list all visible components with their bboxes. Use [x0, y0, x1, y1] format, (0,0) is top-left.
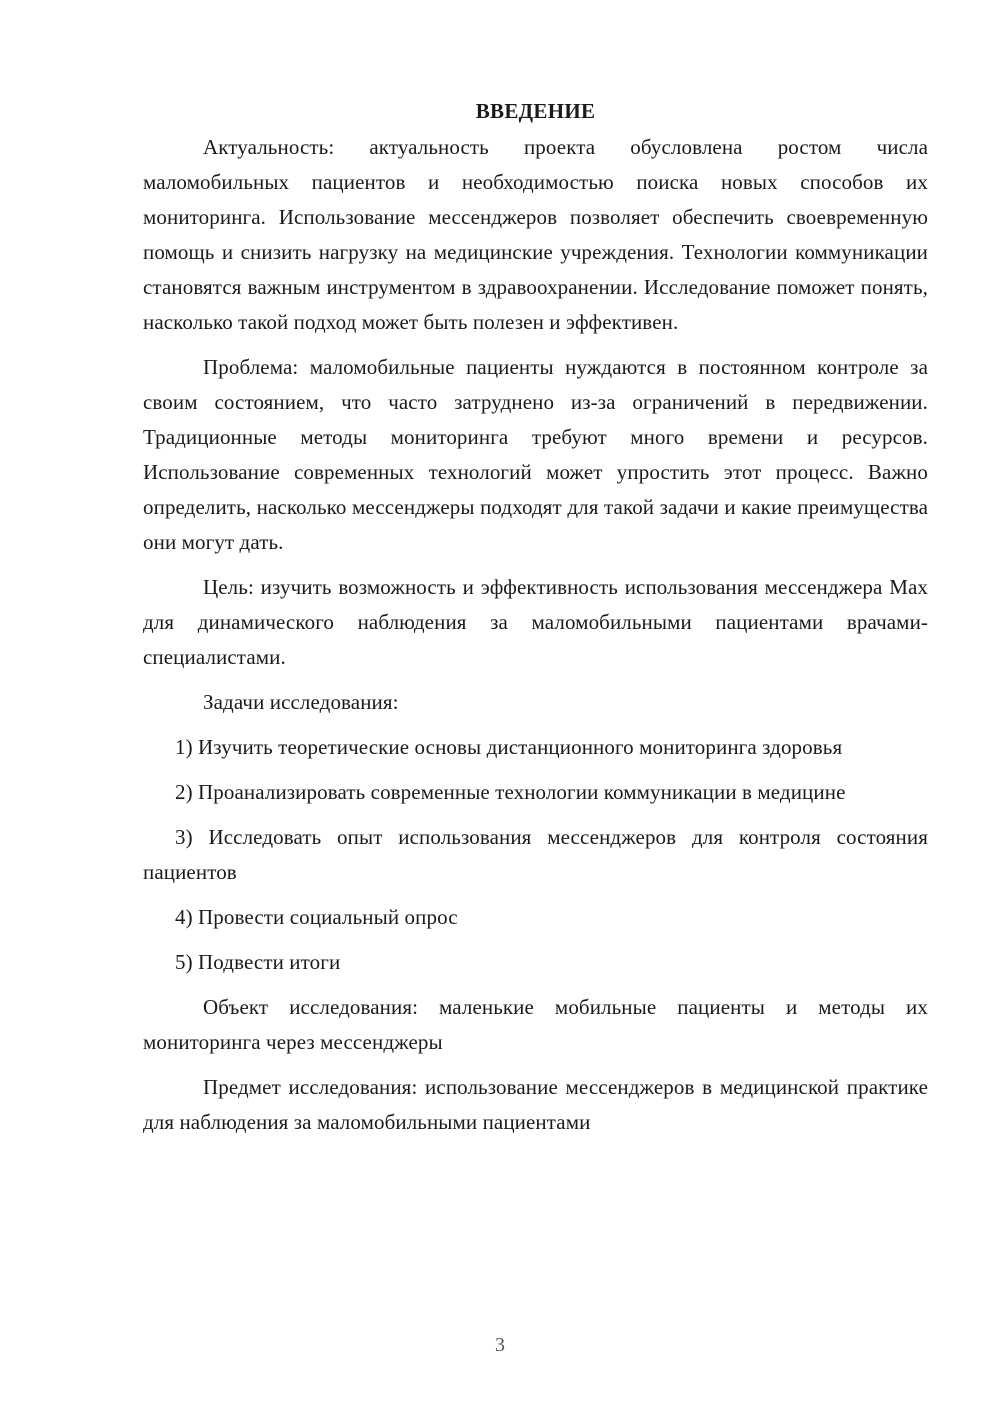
paragraph-relevance: Актуальность: актуальность проекта обусловлена ростом числа маломобильных пациентов и необходимостью поиска новых способов их мониторинга. Использование мессенджеров позволяет обеспечить своевременную помощь и снизить нагрузку на медицинские учреждения. Технологии коммуникации становятся важным инструментом в здравоохранении. Исследование поможет понять, насколько такой подход может быть полезен и эффективен.	[143, 135, 928, 334]
task-item-2: 2) Проанализировать современные технологии коммуникации в медицине	[175, 780, 846, 804]
paragraph-object: Объект исследования: маленькие мобильные пациенты и методы их мониторинга через мессенджеры	[143, 995, 928, 1054]
task-item-3: 3) Исследовать опыт использования мессенджеров для контроля состояния пациентов	[143, 825, 928, 884]
paragraph-goal: Цель: изучить возможность и эффективность использования мессенджера Max для динамического наблюдения за маломобильными пациентами врачами-специалистами.	[143, 575, 928, 669]
tasks-heading: Задачи исследования:	[203, 690, 399, 714]
page-number: 3	[495, 1334, 505, 1356]
task-item-5: 5) Подвести итоги	[175, 950, 341, 974]
paragraph-subject: Предмет исследования: использование мессенджеров в медицинской практике для наблюдения за маломобильными пациентами	[143, 1075, 928, 1134]
page-title: ВВЕДЕНИЕ	[475, 99, 596, 123]
task-item-1: 1) Изучить теоретические основы дистанционного мониторинга здоровья	[175, 735, 843, 759]
document-page	[143, 96, 928, 1150]
task-item-4: 4) Провести социальный опрос	[175, 905, 458, 929]
paragraph-problem: Проблема: маломобильные пациенты нуждаются в постоянном контроле за своим состоянием, что часто затруднено из-за ограничений в передвижении. Традиционные методы мониторинга требуют много времени и ресурсов. Использование современных технологий может упростить этот процесс. Важно определить, насколько мессенджеры подходят для такой задачи и какие преимущества они могут дать.	[143, 355, 928, 554]
